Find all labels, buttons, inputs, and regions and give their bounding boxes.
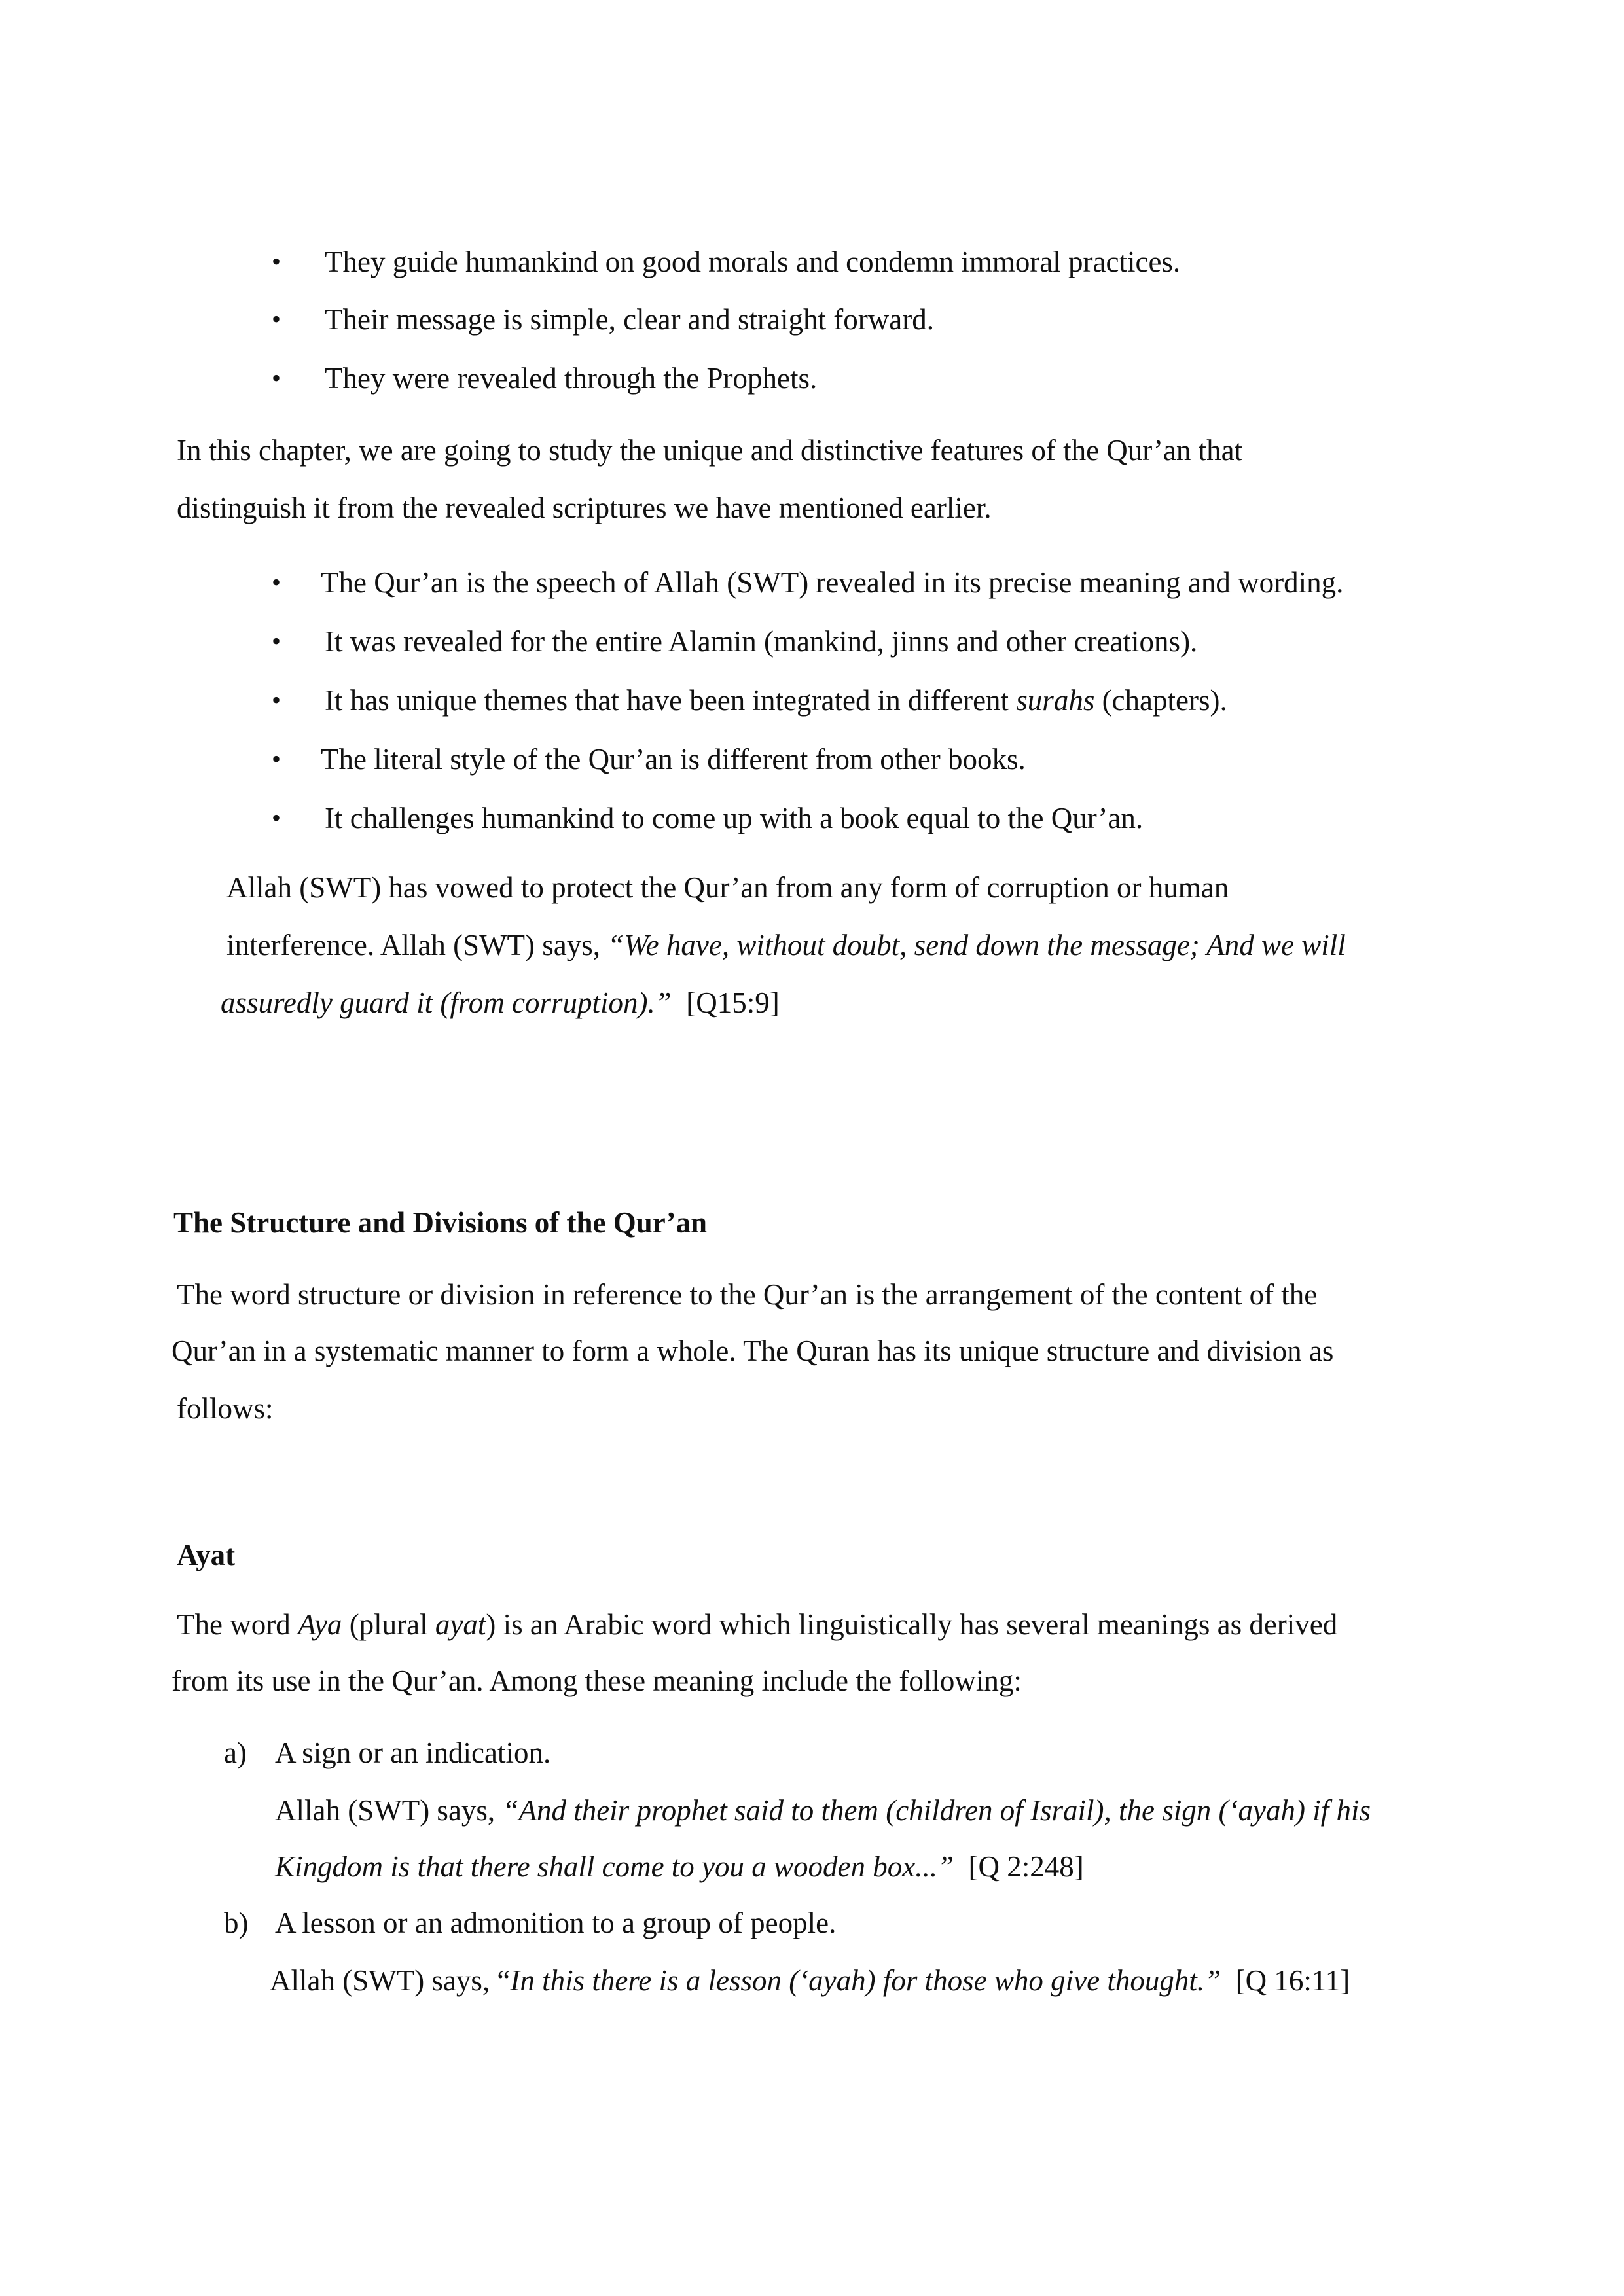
ayat-heading: Ayat [177, 1539, 236, 1571]
bullet-icon: • [272, 744, 281, 774]
bullet-icon: • [272, 803, 281, 833]
meaning-b-title: A lesson or an admonition to a group of people. [275, 1907, 837, 1939]
structure-line-2: Qur’an in a systematic manner to form a whole. The Quran has its unique structure and division as [171, 1335, 1334, 1367]
feature-item-1: The Qur’an is the speech of Allah (SWT) revealed in its precise meaning and wording. [321, 566, 1344, 599]
intro-bullet-3: They were revealed through the Prophets. [325, 362, 818, 395]
structure-line-1: The word structure or division in reference to the Qur’an is the arrangement of the content of the [177, 1278, 1318, 1311]
ayat-line-1: The word Aya (plural ayat) is an Arabic word which linguistically has several meanings as derived [177, 1608, 1338, 1641]
bullet-icon: • [272, 363, 281, 393]
meaning-a-quote-line-1: Allah (SWT) says, “And their prophet said to them (children of Israil), the sign (‘ayah) if his [275, 1794, 1371, 1827]
bullet-icon: • [272, 304, 281, 334]
feature-item-5: It challenges humankind to come up with a book equal to the Qur’an. [325, 802, 1144, 834]
protection-line-1: Allah (SWT) has vowed to protect the Qur’an from any form of corruption or human [226, 871, 1229, 904]
feature-item-4: The literal style of the Qur’an is different from other books. [321, 743, 1026, 776]
bullet-icon: • [272, 567, 281, 597]
chapter-intro-line-1: In this chapter, we are going to study the unique and distinctive features of the Qur’an that [177, 434, 1243, 467]
structure-line-3: follows: [177, 1392, 274, 1425]
protection-line-3: assuredly guard it (from corruption).” [Q15:9] [221, 986, 780, 1019]
list-marker-a: a) [224, 1736, 247, 1769]
intro-bullet-1: They guide humankind on good morals and condemn immoral practices. [325, 245, 1181, 278]
chapter-intro-line-2: distinguish it from the revealed scriptures we have mentioned earlier. [177, 492, 992, 524]
structure-heading: The Structure and Divisions of the Qur’an [173, 1206, 708, 1239]
feature-item-3: It has unique themes that have been integrated in different surahs (chapters). [325, 684, 1227, 717]
intro-bullet-2: Their message is simple, clear and straight forward. [325, 303, 934, 336]
feature-item-2: It was revealed for the entire Alamin (mankind, jinns and other creations). [325, 625, 1198, 658]
bullet-icon: • [272, 247, 281, 276]
protection-line-2: interference. Allah (SWT) says, “We have, without doubt, send down the message; And we will [226, 929, 1346, 961]
bullet-icon: • [272, 626, 281, 656]
ayat-line-2: from its use in the Qur’an. Among these meaning include the following: [171, 1664, 1022, 1697]
bullet-icon: • [272, 685, 281, 715]
meaning-b-quote: Allah (SWT) says, “In this there is a lesson (‘ayah) for those who give thought.” [Q 16:11] [270, 1964, 1350, 1997]
meaning-a-quote-line-2: Kingdom is that there shall come to you a wooden box...” [Q 2:248] [275, 1850, 1084, 1883]
list-marker-b: b) [224, 1907, 249, 1939]
meaning-a-title: A sign or an indication. [275, 1736, 551, 1769]
